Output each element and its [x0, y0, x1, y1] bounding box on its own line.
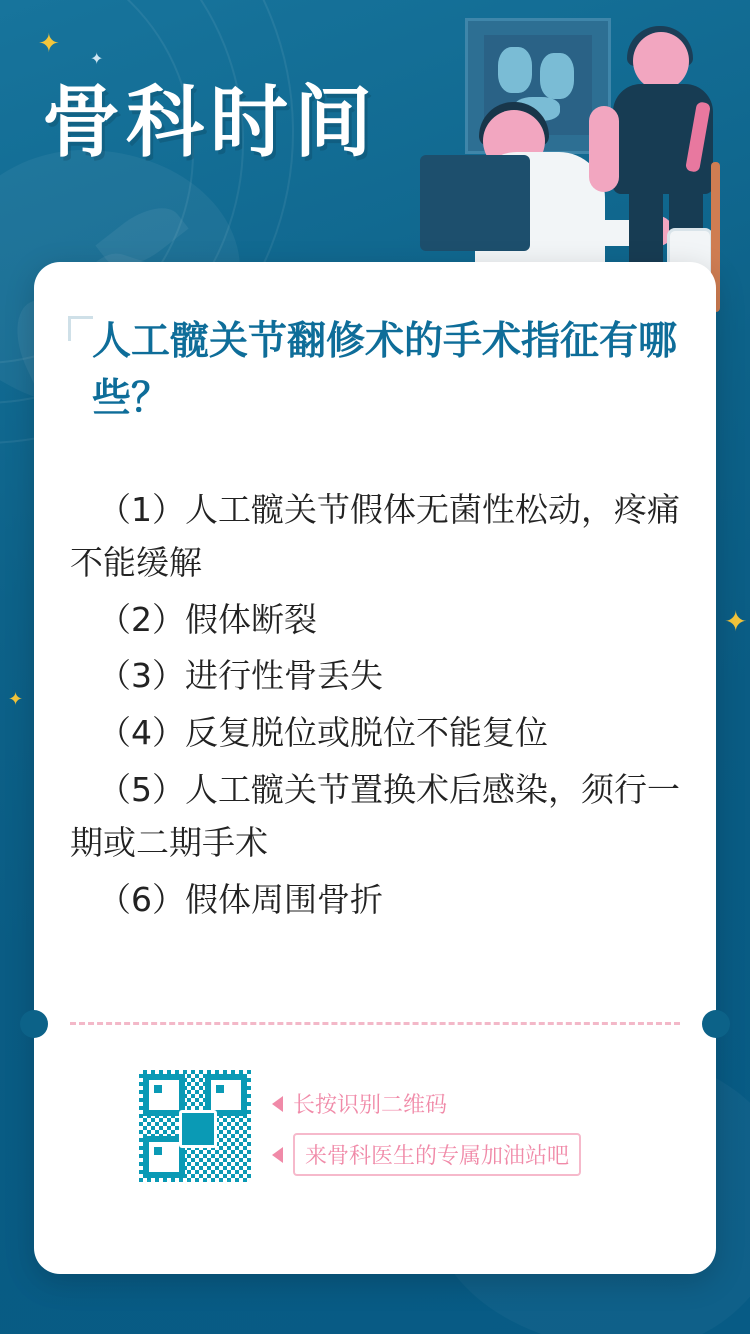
list-item: （6）假体周围骨折: [98, 879, 383, 919]
triangle-icon: [272, 1147, 283, 1163]
qr-code[interactable]: [139, 1070, 251, 1182]
list-item: （5）人工髋关节置换术后感染，须行一期或二期手术: [70, 769, 680, 862]
qr-eye: [143, 1074, 185, 1116]
card-heading: 人工髋关节翻修术的手术指征有哪些？: [92, 319, 678, 421]
indication-list: [70, 484, 690, 930]
monitor-icon: [420, 155, 530, 251]
triangle-icon: [272, 1096, 283, 1112]
sparkle-icon: ✦: [38, 28, 60, 58]
qr-captions: [272, 1088, 672, 1190]
quote-mark-icon: [68, 316, 93, 341]
xray-shape: [498, 47, 532, 93]
qr-caption-2: 来骨科医生的专属加油站吧: [293, 1133, 581, 1176]
list-item: （2）假体断裂: [98, 599, 317, 639]
list-item: （4）反复脱位或脱位不能复位: [98, 713, 548, 753]
content-card: [34, 262, 716, 1274]
qr-caption-row: [272, 1088, 672, 1119]
doctor-patient-illustration: [420, 0, 750, 300]
qr-caption-1: 长按识别二维码: [293, 1093, 448, 1118]
poster-title: 骨科时间: [42, 78, 379, 168]
patient-arm: [589, 106, 619, 192]
list-item: （1）人工髋关节假体无菌性松动，疼痛不能缓解: [70, 490, 680, 582]
dashed-divider: [70, 1022, 680, 1025]
qr-caption-row: [272, 1133, 672, 1176]
sparkle-icon: ✦: [8, 689, 24, 709]
card-notch-left: [20, 1010, 48, 1038]
list-item: （3）进行性骨丢失: [98, 656, 383, 696]
patient-head: [633, 32, 689, 90]
qr-logo: [179, 1110, 217, 1148]
card-notch-right: [702, 1010, 730, 1038]
qr-code-image[interactable]: [139, 1070, 251, 1182]
patient-figure: [595, 32, 735, 300]
sparkle-icon: ✦: [724, 606, 748, 637]
sparkle-icon: ✦: [90, 51, 104, 68]
